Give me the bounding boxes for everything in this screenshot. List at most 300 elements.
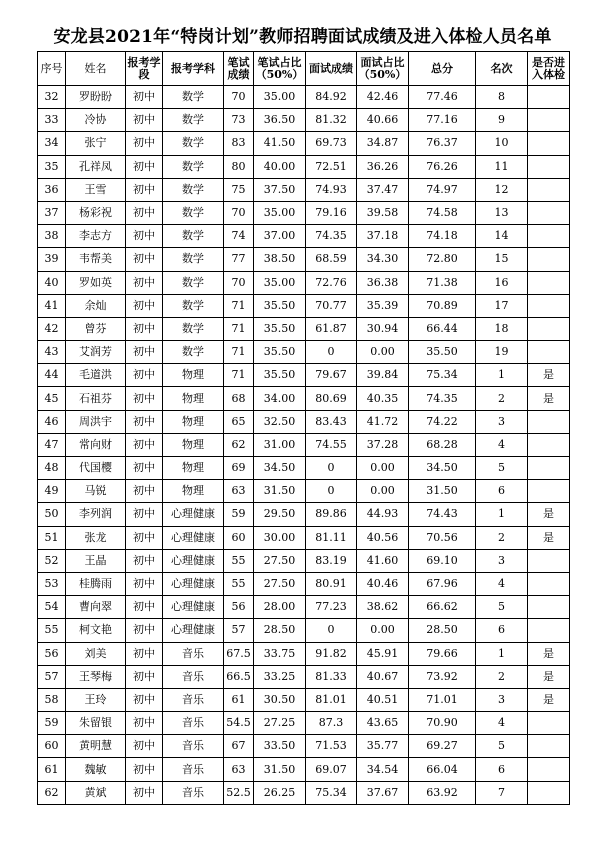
cell-interview-ratio: 34.54 xyxy=(357,758,409,781)
cell-subject: 物理 xyxy=(163,387,224,410)
cell-physical-exam xyxy=(528,294,570,317)
cell-interview-ratio: 36.26 xyxy=(357,155,409,178)
table-row xyxy=(38,410,570,433)
cell-subject: 物理 xyxy=(163,410,224,433)
cell-physical-exam xyxy=(528,712,570,735)
cell-interview-score: 77.23 xyxy=(306,596,357,619)
cell-rank: 3 xyxy=(476,688,528,711)
cell-written-score: 67.5 xyxy=(224,642,254,665)
cell-rank: 11 xyxy=(476,155,528,178)
table-row xyxy=(38,642,570,665)
cell-total: 72.80 xyxy=(409,248,476,271)
table-row xyxy=(38,201,570,224)
cell-written-score: 80 xyxy=(224,155,254,178)
table-row xyxy=(38,341,570,364)
table-row xyxy=(38,688,570,711)
cell-subject: 音乐 xyxy=(163,688,224,711)
cell-interview-score: 0 xyxy=(306,480,357,503)
cell-rank: 4 xyxy=(476,572,528,595)
cell-name: 艾润芳 xyxy=(66,341,126,364)
cell-total: 73.92 xyxy=(409,665,476,688)
cell-physical-exam xyxy=(528,132,570,155)
cell-name: 余灿 xyxy=(66,294,126,317)
cell-physical-exam xyxy=(528,781,570,804)
cell-name: 刘美 xyxy=(66,642,126,665)
cell-stage: 初中 xyxy=(126,294,163,317)
cell-interview-ratio: 35.39 xyxy=(357,294,409,317)
cell-stage: 初中 xyxy=(126,341,163,364)
cell-interview-ratio: 38.62 xyxy=(357,596,409,619)
cell-written-score: 63 xyxy=(224,758,254,781)
cell-physical-exam xyxy=(528,225,570,248)
cell-written-ratio: 34.00 xyxy=(254,387,306,410)
cell-written-ratio: 28.50 xyxy=(254,619,306,642)
cell-written-ratio: 28.00 xyxy=(254,596,306,619)
cell-name: 桂腾雨 xyxy=(66,572,126,595)
table-row xyxy=(38,86,570,109)
cell-rank: 1 xyxy=(476,642,528,665)
cell-interview-score: 75.34 xyxy=(306,781,357,804)
cell-total: 74.18 xyxy=(409,225,476,248)
cell-name: 马锐 xyxy=(66,480,126,503)
cell-rank: 3 xyxy=(476,410,528,433)
cell-index: 43 xyxy=(38,341,66,364)
cell-rank: 2 xyxy=(476,665,528,688)
cell-interview-ratio: 37.47 xyxy=(357,178,409,201)
cell-total: 28.50 xyxy=(409,619,476,642)
cell-total: 34.50 xyxy=(409,457,476,480)
cell-index: 49 xyxy=(38,480,66,503)
table-row xyxy=(38,387,570,410)
cell-name: 代国樱 xyxy=(66,457,126,480)
cell-interview-score: 83.19 xyxy=(306,549,357,572)
cell-written-ratio: 40.00 xyxy=(254,155,306,178)
cell-written-ratio: 29.50 xyxy=(254,503,306,526)
cell-written-score: 56 xyxy=(224,596,254,619)
table-row xyxy=(38,526,570,549)
cell-physical-exam xyxy=(528,549,570,572)
cell-subject: 心理健康 xyxy=(163,526,224,549)
cell-physical-exam xyxy=(528,619,570,642)
cell-subject: 数学 xyxy=(163,248,224,271)
cell-written-ratio: 36.50 xyxy=(254,109,306,132)
cell-total: 71.38 xyxy=(409,271,476,294)
col-header-name: 姓名 xyxy=(66,52,126,86)
cell-interview-ratio: 40.51 xyxy=(357,688,409,711)
cell-index: 46 xyxy=(38,410,66,433)
cell-stage: 初中 xyxy=(126,433,163,456)
cell-name: 王玲 xyxy=(66,688,126,711)
cell-written-score: 61 xyxy=(224,688,254,711)
col-header-interview-score: 面试成绩 xyxy=(306,52,357,86)
cell-physical-exam xyxy=(528,109,570,132)
cell-rank: 6 xyxy=(476,619,528,642)
cell-index: 39 xyxy=(38,248,66,271)
cell-written-score: 77 xyxy=(224,248,254,271)
cell-interview-ratio: 0.00 xyxy=(357,480,409,503)
table-row xyxy=(38,596,570,619)
cell-name: 杨彩祝 xyxy=(66,201,126,224)
cell-subject: 物理 xyxy=(163,364,224,387)
cell-total: 79.66 xyxy=(409,642,476,665)
cell-name: 王晶 xyxy=(66,549,126,572)
col-header-index: 序号 xyxy=(38,52,66,86)
cell-total: 75.34 xyxy=(409,364,476,387)
cell-written-ratio: 31.50 xyxy=(254,480,306,503)
cell-interview-score: 81.01 xyxy=(306,688,357,711)
cell-rank: 5 xyxy=(476,735,528,758)
cell-rank: 6 xyxy=(476,480,528,503)
cell-written-score: 71 xyxy=(224,294,254,317)
cell-written-ratio: 32.50 xyxy=(254,410,306,433)
cell-subject: 物理 xyxy=(163,433,224,456)
col-header-subject: 报考学科 xyxy=(163,52,224,86)
table-row xyxy=(38,735,570,758)
cell-interview-score: 72.76 xyxy=(306,271,357,294)
cell-written-score: 54.5 xyxy=(224,712,254,735)
cell-stage: 初中 xyxy=(126,457,163,480)
cell-written-ratio: 37.00 xyxy=(254,225,306,248)
cell-stage: 初中 xyxy=(126,201,163,224)
cell-written-score: 57 xyxy=(224,619,254,642)
cell-index: 50 xyxy=(38,503,66,526)
cell-interview-score: 74.35 xyxy=(306,225,357,248)
cell-written-ratio: 41.50 xyxy=(254,132,306,155)
cell-total: 74.43 xyxy=(409,503,476,526)
cell-stage: 初中 xyxy=(126,480,163,503)
cell-index: 58 xyxy=(38,688,66,711)
cell-subject: 数学 xyxy=(163,341,224,364)
cell-interview-score: 74.55 xyxy=(306,433,357,456)
cell-index: 36 xyxy=(38,178,66,201)
cell-interview-score: 87.3 xyxy=(306,712,357,735)
cell-interview-score: 83.43 xyxy=(306,410,357,433)
cell-interview-ratio: 36.38 xyxy=(357,271,409,294)
cell-written-ratio: 35.50 xyxy=(254,317,306,340)
cell-index: 32 xyxy=(38,86,66,109)
cell-stage: 初中 xyxy=(126,132,163,155)
cell-physical-exam xyxy=(528,735,570,758)
cell-stage: 初中 xyxy=(126,781,163,804)
cell-physical-exam xyxy=(528,480,570,503)
cell-physical-exam xyxy=(528,178,570,201)
cell-interview-ratio: 37.18 xyxy=(357,225,409,248)
cell-physical-exam xyxy=(528,248,570,271)
cell-subject: 心理健康 xyxy=(163,596,224,619)
cell-index: 57 xyxy=(38,665,66,688)
cell-subject: 心理健康 xyxy=(163,549,224,572)
cell-total: 77.16 xyxy=(409,109,476,132)
cell-written-ratio: 35.50 xyxy=(254,341,306,364)
cell-interview-score: 91.82 xyxy=(306,642,357,665)
cell-stage: 初中 xyxy=(126,549,163,572)
cell-written-score: 55 xyxy=(224,549,254,572)
cell-subject: 音乐 xyxy=(163,758,224,781)
col-header-interview-ratio: 面试占比（50%） xyxy=(357,52,409,86)
cell-interview-score: 84.92 xyxy=(306,86,357,109)
table-row xyxy=(38,317,570,340)
cell-name: 张宁 xyxy=(66,132,126,155)
cell-total: 70.89 xyxy=(409,294,476,317)
table-row xyxy=(38,132,570,155)
cell-written-score: 69 xyxy=(224,457,254,480)
table-row xyxy=(38,155,570,178)
table-row xyxy=(38,364,570,387)
cell-total: 70.56 xyxy=(409,526,476,549)
cell-stage: 初中 xyxy=(126,364,163,387)
table-row xyxy=(38,572,570,595)
cell-interview-score: 74.93 xyxy=(306,178,357,201)
cell-interview-score: 61.87 xyxy=(306,317,357,340)
cell-total: 69.10 xyxy=(409,549,476,572)
cell-interview-ratio: 35.77 xyxy=(357,735,409,758)
cell-rank: 4 xyxy=(476,433,528,456)
cell-index: 56 xyxy=(38,642,66,665)
cell-rank: 7 xyxy=(476,781,528,804)
results-table xyxy=(37,51,570,805)
cell-physical-exam: 是 xyxy=(528,665,570,688)
cell-written-score: 70 xyxy=(224,86,254,109)
cell-total: 74.22 xyxy=(409,410,476,433)
cell-written-score: 73 xyxy=(224,109,254,132)
cell-interview-ratio: 41.72 xyxy=(357,410,409,433)
cell-name: 曾芬 xyxy=(66,317,126,340)
cell-interview-ratio: 40.67 xyxy=(357,665,409,688)
cell-rank: 13 xyxy=(476,201,528,224)
col-header-written-ratio: 笔试占比（50%） xyxy=(254,52,306,86)
cell-written-ratio: 33.25 xyxy=(254,665,306,688)
cell-interview-ratio: 39.58 xyxy=(357,201,409,224)
cell-name: 孔祥凤 xyxy=(66,155,126,178)
cell-stage: 初中 xyxy=(126,758,163,781)
cell-physical-exam: 是 xyxy=(528,688,570,711)
cell-total: 67.96 xyxy=(409,572,476,595)
cell-name: 李志方 xyxy=(66,225,126,248)
col-header-total: 总分 xyxy=(409,52,476,86)
cell-physical-exam xyxy=(528,341,570,364)
cell-index: 54 xyxy=(38,596,66,619)
cell-interview-score: 69.07 xyxy=(306,758,357,781)
cell-written-score: 67 xyxy=(224,735,254,758)
cell-rank: 14 xyxy=(476,225,528,248)
cell-name: 周洪宇 xyxy=(66,410,126,433)
cell-name: 罗盼盼 xyxy=(66,86,126,109)
cell-name: 朱留银 xyxy=(66,712,126,735)
cell-name: 黄斌 xyxy=(66,781,126,804)
cell-rank: 5 xyxy=(476,596,528,619)
cell-interview-ratio: 0.00 xyxy=(357,619,409,642)
cell-written-score: 55 xyxy=(224,572,254,595)
col-header-physical-exam: 是否进入体检 xyxy=(528,52,570,86)
cell-subject: 音乐 xyxy=(163,781,224,804)
cell-physical-exam: 是 xyxy=(528,526,570,549)
cell-rank: 19 xyxy=(476,341,528,364)
cell-interview-ratio: 43.65 xyxy=(357,712,409,735)
cell-interview-ratio: 40.56 xyxy=(357,526,409,549)
cell-interview-score: 81.32 xyxy=(306,109,357,132)
cell-written-ratio: 34.50 xyxy=(254,457,306,480)
cell-total: 74.97 xyxy=(409,178,476,201)
cell-interview-score: 0 xyxy=(306,457,357,480)
cell-interview-score: 89.86 xyxy=(306,503,357,526)
cell-interview-score: 81.33 xyxy=(306,665,357,688)
cell-index: 51 xyxy=(38,526,66,549)
cell-rank: 18 xyxy=(476,317,528,340)
cell-written-ratio: 35.00 xyxy=(254,86,306,109)
cell-physical-exam xyxy=(528,271,570,294)
cell-interview-score: 0 xyxy=(306,341,357,364)
cell-subject: 数学 xyxy=(163,178,224,201)
cell-total: 70.90 xyxy=(409,712,476,735)
table-row xyxy=(38,225,570,248)
cell-subject: 心理健康 xyxy=(163,503,224,526)
cell-interview-ratio: 42.46 xyxy=(357,86,409,109)
cell-name: 王琴梅 xyxy=(66,665,126,688)
cell-written-ratio: 37.50 xyxy=(254,178,306,201)
cell-subject: 数学 xyxy=(163,271,224,294)
cell-physical-exam xyxy=(528,457,570,480)
cell-index: 34 xyxy=(38,132,66,155)
cell-physical-exam: 是 xyxy=(528,503,570,526)
cell-written-ratio: 30.50 xyxy=(254,688,306,711)
cell-subject: 数学 xyxy=(163,317,224,340)
cell-name: 冷协 xyxy=(66,109,126,132)
table-row xyxy=(38,503,570,526)
cell-index: 44 xyxy=(38,364,66,387)
cell-rank: 17 xyxy=(476,294,528,317)
cell-name: 张龙 xyxy=(66,526,126,549)
cell-physical-exam: 是 xyxy=(528,642,570,665)
cell-written-score: 70 xyxy=(224,271,254,294)
cell-total: 76.37 xyxy=(409,132,476,155)
cell-index: 53 xyxy=(38,572,66,595)
cell-interview-score: 69.73 xyxy=(306,132,357,155)
cell-stage: 初中 xyxy=(126,109,163,132)
cell-index: 48 xyxy=(38,457,66,480)
cell-subject: 音乐 xyxy=(163,712,224,735)
cell-total: 35.50 xyxy=(409,341,476,364)
cell-stage: 初中 xyxy=(126,387,163,410)
cell-index: 45 xyxy=(38,387,66,410)
cell-stage: 初中 xyxy=(126,225,163,248)
cell-written-score: 62 xyxy=(224,433,254,456)
cell-name: 常向财 xyxy=(66,433,126,456)
table-row xyxy=(38,294,570,317)
cell-subject: 心理健康 xyxy=(163,619,224,642)
cell-stage: 初中 xyxy=(126,317,163,340)
cell-name: 韦帮美 xyxy=(66,248,126,271)
cell-index: 33 xyxy=(38,109,66,132)
cell-written-ratio: 33.75 xyxy=(254,642,306,665)
cell-interview-ratio: 44.93 xyxy=(357,503,409,526)
cell-total: 63.92 xyxy=(409,781,476,804)
cell-stage: 初中 xyxy=(126,665,163,688)
cell-index: 40 xyxy=(38,271,66,294)
cell-rank: 10 xyxy=(476,132,528,155)
cell-physical-exam xyxy=(528,758,570,781)
cell-stage: 初中 xyxy=(126,642,163,665)
cell-written-ratio: 35.50 xyxy=(254,294,306,317)
cell-physical-exam xyxy=(528,410,570,433)
table-row xyxy=(38,271,570,294)
cell-rank: 9 xyxy=(476,109,528,132)
cell-subject: 物理 xyxy=(163,457,224,480)
cell-subject: 数学 xyxy=(163,294,224,317)
cell-stage: 初中 xyxy=(126,248,163,271)
table-row xyxy=(38,712,570,735)
cell-stage: 初中 xyxy=(126,178,163,201)
cell-total: 74.35 xyxy=(409,387,476,410)
cell-written-score: 71 xyxy=(224,317,254,340)
cell-index: 41 xyxy=(38,294,66,317)
cell-rank: 3 xyxy=(476,549,528,572)
page-title: 安龙县2021年“特岗计划”教师招聘面试成绩及进入体检人员名单 xyxy=(53,27,552,47)
cell-interview-score: 79.67 xyxy=(306,364,357,387)
cell-total: 76.26 xyxy=(409,155,476,178)
cell-index: 42 xyxy=(38,317,66,340)
cell-interview-score: 72.51 xyxy=(306,155,357,178)
cell-rank: 1 xyxy=(476,364,528,387)
cell-stage: 初中 xyxy=(126,526,163,549)
cell-interview-ratio: 37.67 xyxy=(357,781,409,804)
cell-total: 31.50 xyxy=(409,480,476,503)
cell-total: 66.62 xyxy=(409,596,476,619)
cell-written-ratio: 31.50 xyxy=(254,758,306,781)
cell-stage: 初中 xyxy=(126,86,163,109)
cell-interview-ratio: 40.46 xyxy=(357,572,409,595)
cell-written-ratio: 27.50 xyxy=(254,549,306,572)
cell-written-score: 71 xyxy=(224,341,254,364)
cell-physical-exam xyxy=(528,596,570,619)
cell-interview-ratio: 40.66 xyxy=(357,109,409,132)
table-row xyxy=(38,549,570,572)
cell-name: 毛道洪 xyxy=(66,364,126,387)
cell-subject: 音乐 xyxy=(163,642,224,665)
cell-interview-ratio: 37.28 xyxy=(357,433,409,456)
cell-interview-ratio: 34.30 xyxy=(357,248,409,271)
cell-stage: 初中 xyxy=(126,155,163,178)
cell-written-ratio: 27.50 xyxy=(254,572,306,595)
cell-physical-exam xyxy=(528,155,570,178)
cell-written-score: 74 xyxy=(224,225,254,248)
cell-interview-score: 80.69 xyxy=(306,387,357,410)
cell-index: 60 xyxy=(38,735,66,758)
cell-physical-exam: 是 xyxy=(528,364,570,387)
cell-name: 魏敏 xyxy=(66,758,126,781)
cell-written-ratio: 31.00 xyxy=(254,433,306,456)
cell-stage: 初中 xyxy=(126,572,163,595)
cell-index: 55 xyxy=(38,619,66,642)
cell-written-score: 75 xyxy=(224,178,254,201)
cell-physical-exam xyxy=(528,201,570,224)
cell-written-ratio: 26.25 xyxy=(254,781,306,804)
cell-written-score: 83 xyxy=(224,132,254,155)
cell-rank: 2 xyxy=(476,526,528,549)
cell-index: 47 xyxy=(38,433,66,456)
cell-subject: 物理 xyxy=(163,480,224,503)
cell-stage: 初中 xyxy=(126,735,163,758)
cell-written-score: 63 xyxy=(224,480,254,503)
cell-written-score: 65 xyxy=(224,410,254,433)
table-row xyxy=(38,433,570,456)
col-header-stage: 报考学段 xyxy=(126,52,163,86)
table-row xyxy=(38,781,570,804)
cell-written-score: 68 xyxy=(224,387,254,410)
cell-subject: 心理健康 xyxy=(163,572,224,595)
cell-subject: 数学 xyxy=(163,201,224,224)
cell-physical-exam xyxy=(528,317,570,340)
cell-interview-score: 0 xyxy=(306,619,357,642)
